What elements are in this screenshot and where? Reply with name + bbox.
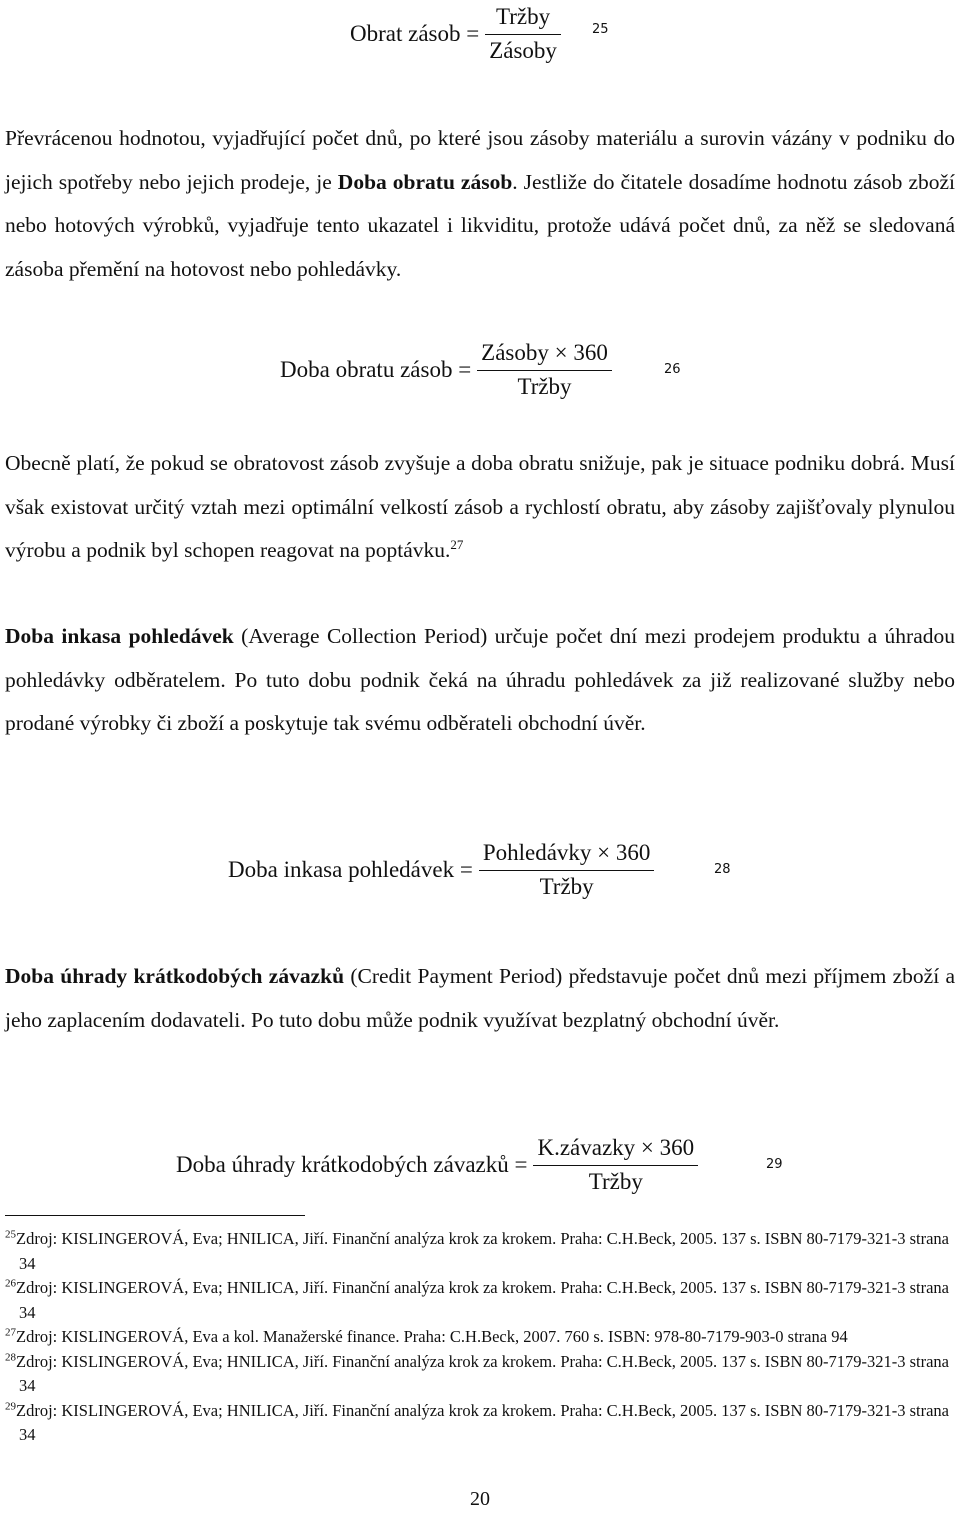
paragraph [5,117,955,291]
footnote-number: 26 [5,1277,16,1290]
paragraph [5,615,955,746]
formula-ref: 26 [664,362,681,377]
term-doba-obratu-zasob: Doba obratu zásob [337,169,513,194]
formula-lhs: Obrat zásob = [350,21,480,47]
footnote-text: Zdroj: KISLINGEROVÁ, Eva; HNILICA, Jiří. Finanční analýza krok za krokem. Praha: C.H.Beck, 2005. 137 s. ISBN 80-7179-321-3 strana 34 [16,1400,949,1444]
footnote [5,1350,955,1399]
formula-doba-uhrady-zavazku [176,1135,698,1195]
text: Převrácenou hodnotou, vyjadřující počet dnů, po které jsou zásoby materiálu a surovin vázány v podniku do jejich spotřeby nebo jejich prodeje, je [5,126,955,194]
fraction [477,340,612,400]
footnote-number: 25 [5,1228,16,1241]
denominator: Tržby [539,874,594,900]
formula-ref: 25 [592,22,609,37]
footnote-text: Zdroj: KISLINGEROVÁ, Eva; HNILICA, Jiří. Finanční analýza krok za krokem. Praha: C.H.Beck, 2005. 137 s. ISBN 80-7179-321-3 strana 34 [16,1278,949,1322]
formula-obrat-zasob [350,4,561,64]
footnote-text: Zdroj: KISLINGEROVÁ, Eva a kol. Manažerské finance. Praha: C.H.Beck, 2007. 760 s. ISBN: 978-80-7179-903-0 strana 94 [16,1327,848,1346]
footnote [5,1227,955,1276]
footnote [5,1276,955,1325]
formula-ref: 29 [766,1157,783,1172]
numerator: K.závazky × 360 [537,1135,695,1160]
footnote [5,1399,955,1448]
term-doba-inkasa-pohledavek: Doba inkasa pohledávek [5,624,234,648]
footnote-text: Zdroj: KISLINGEROVÁ, Eva; HNILICA, Jiří. Finanční analýza krok za krokem. Praha: C.H.Beck, 2005. 137 s. ISBN 80-7179-321-3 strana 34 [16,1229,949,1273]
footnote [5,1325,955,1350]
formula-doba-obratu-zasob [280,340,612,400]
denominator: Tržby [517,374,572,400]
text: (Credit Payment Period) představuje počet dnů mezi příjmem zboží a jeho zaplacením dodavateli. Po tuto dobu může podnik využívat bezplatný obchodní úvěr. [5,964,955,1032]
text: Obecně platí, že pokud se obratovost zásob zvyšuje a doba obratu snižuje, pak je situace podniku dobrá. Musí však existovat určitý vztah mezi optimální velkostí zásob a rychlostí obratu, aby zásoby zajišťovaly plynulou výrobu a podnik byl schopen reagovat na poptávku. [5,451,955,562]
paragraph [5,442,955,573]
footnote-separator [5,1215,305,1216]
fraction [479,840,655,900]
formula-lhs: Doba obratu zásob = [280,357,472,383]
paragraph [5,955,955,1042]
formula-lhs: Doba inkasa pohledávek = [228,857,473,883]
text: . Jestliže do čitatele dosadíme hodnotu zásob zboží nebo hotových výrobků, vyjadřuje tento ukazatel i likviditu, protože udává počet dnů, za něž se sledovaná zásoba přemění na hotovost nebo pohledávky. [5,169,955,281]
footnote-ref: 27 [450,536,464,552]
footnote-number: 27 [5,1326,16,1339]
numerator: Zásoby × 360 [481,340,608,365]
fraction [533,1135,698,1195]
numerator: Pohledávky × 360 [482,840,651,865]
denominator: Zásoby [489,38,557,64]
formula-doba-inkasa-pohledavek [228,840,654,900]
term-doba-uhrady-kratkodobych-zavazku: Doba úhrady krátkodobých závazků [5,964,345,988]
denominator: Tržby [588,1169,643,1195]
footnote-number: 29 [5,1400,16,1412]
formula-ref: 28 [714,862,731,877]
footnotes [5,1227,955,1448]
numerator: Tržby [496,4,551,29]
footnote-number: 28 [5,1351,16,1363]
footnote-text: Zdroj: KISLINGEROVÁ, Eva; HNILICA, Jiří. Finanční analýza krok za krokem. Praha: C.H.Beck, 2005. 137 s. ISBN 80-7179-321-3 strana 34 [16,1351,949,1395]
text: (Average Collection Period) určuje počet dní mezi prodejem produktu a úhradou pohledávky odběratelem. Po tuto dobu podnik čeká na úhradu pohledávek za již realizované služby nebo prodané výrobky či zboží a poskytuje tak svému odběrateli obchodní úvěr. [5,624,955,735]
fraction [485,4,561,64]
formula-lhs: Doba úhrady krátkodobých závazků = [176,1152,528,1178]
page-number: 20 [470,1488,490,1510]
